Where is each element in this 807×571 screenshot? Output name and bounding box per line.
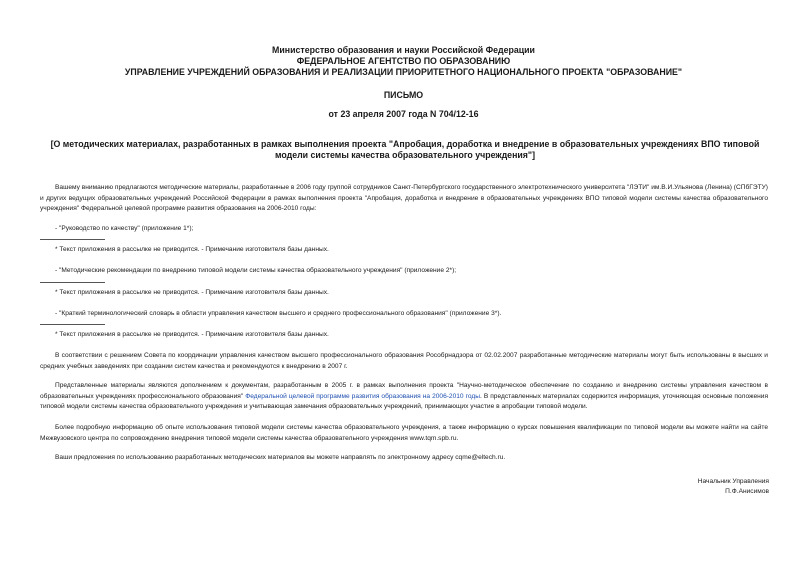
paragraph-supplement-text-1: Представленные материалы являются дополнением к документам, разработанным в 2005 г. в рамках выполнения проекта "Научно-методическое обеспечение по созданию и внедрению системы управления качеством в образовательных учреждениях профессионального образования" (40, 382, 768, 400)
paragraph-supplement (40, 381, 768, 413)
list-item-appendix-1: - "Руководство по качеству" (приложение 1*); (55, 225, 194, 232)
document-type: ПИСЬМО (383, 90, 424, 100)
footnote-2: * Текст приложения в рассылке не приводится. - Примечание изготовителя базы данных. (55, 289, 329, 296)
paragraph-supplement-text-2: . В представленных материалах содержится информация, уточняющая основные положения типовой модели системы качества образовательного учреждения и учитывающая замечания образовательных учреждений, принимающих участие в апробации типовой модели. (40, 392, 769, 410)
document-date-number: от 23 апреля 2007 года N 704/12-16 (328, 109, 479, 119)
footnote-divider (40, 282, 105, 283)
signature-name: П.Ф.Анисимов (725, 488, 769, 495)
list-item-appendix-2: - "Методические рекомендации по внедрению типовой модели системы качества образовательного учреждения" (приложение 2*); (55, 267, 457, 274)
signature-title: Начальник Управления (697, 478, 769, 485)
federal-program-link[interactable]: Федеральной целевой программе развития образования на 2006-2010 годы (245, 392, 480, 400)
footnote-divider (40, 324, 105, 325)
footnote-3: * Текст приложения в рассылке не приводится. - Примечание изготовителя базы данных. (55, 331, 329, 338)
agency-name: ФЕДЕРАЛЬНОЕ АГЕНТСТВО ПО ОБРАЗОВАНИЮ (296, 56, 511, 66)
list-item-appendix-3: - "Краткий терминологический словарь в области управления качеством высшего и среднего профессионального образования" (приложение 3*). (55, 310, 502, 317)
department-name: УПРАВЛЕНИЕ УЧРЕЖДЕНИЙ ОБРАЗОВАНИЯ И РЕАЛИЗАЦИИ ПРИОРИТЕТНОГО НАЦИОНАЛЬНОГО ПРОЕКТА "ОБРАЗОВАНИЕ" (124, 67, 683, 77)
paragraph-council-decision: В соответствии с решением Совета по координации управления качеством высшего профессионального образования Рособрнадзора от 02.02.2007 разработанные методические материалы могут быть использованы в высших и средних учебных заведениях при создании систем качества и рекомендуются к внедрению в 2007 г. (40, 352, 768, 370)
paragraph-intro: Вашему вниманию предлагаются методические материалы, разработанные в 2006 году группой сотрудников Санкт-Петербургского государственного электротехнического университета "ЛЭТИ" им.В.И.Ульянова (Ленина) (СПбГЭТУ) и других ведущих образовательных учреждений Российской Федерации в рамках выполнения проекта "Апробация, доработка и внедрение в образовательных учреждениях ВПО типовой модели системы качества образовательного учреждения" Федеральной целевой программе развития образования на 2006-2010 годы: (40, 184, 768, 212)
footnote-divider (40, 239, 105, 240)
document-subject: [О методических материалах, разработанных в рамках выполнения проекта "Апробация, доработка и внедрение в образовательных учреждениях ВПО типовой модели системы качества образовательного учреждения"] (50, 139, 760, 160)
ministry-name: Министерство образования и науки Российской Федерации (272, 45, 535, 55)
footnote-1: * Текст приложения в рассылке не приводится. - Примечание изготовителя базы данных. (55, 246, 329, 253)
paragraph-proposals: Ваши предложения по использованию разработанных методических материалов вы можете направлять по электронному адресу cqme@eltech.ru. (55, 454, 506, 461)
paragraph-more-info: Более подробную информацию об опыте использования типовой модели системы качества образовательного учреждения, а также информацию о курсах повышения квалификации по типовой модели вы можете найти на сайте Межвузовского центра по сопровождению внедрения типовой модели системы качества образовательного учреждения www.tqm.spb.ru. (40, 424, 768, 442)
